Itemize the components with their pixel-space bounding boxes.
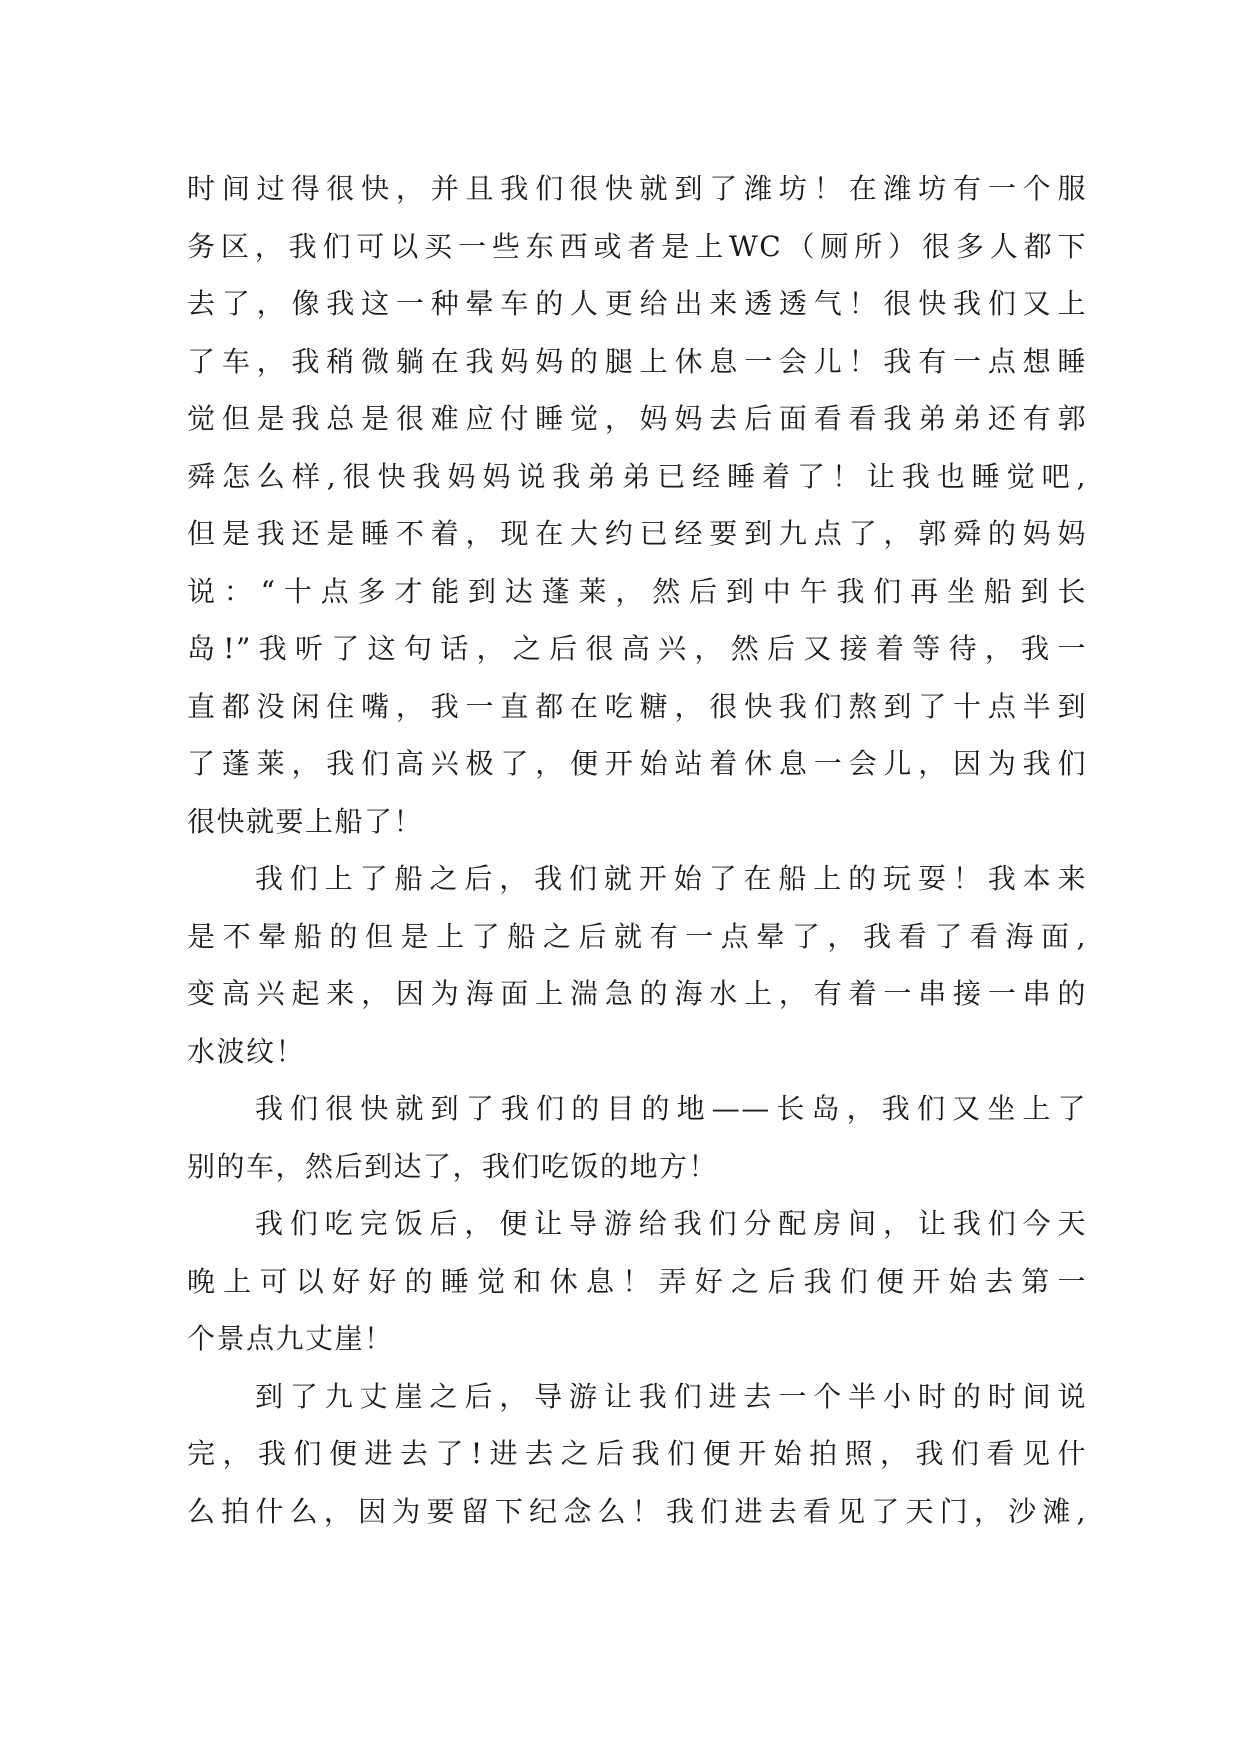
text-line: 是不晕船的但是上了船之后就有一点晕了，我看了看海面, (187, 919, 1087, 953)
text-line: 直都没闲住嘴，我一直都在吃糖，很快我们熬到了十点半到 (187, 689, 1087, 723)
text-line: 岛!”我听了这句话，之后很高兴，然后又接着等待，我一 (187, 632, 1087, 665)
text-line: 我们很快就到了我们的目的地——长岛，我们又坐上了 (255, 1092, 1087, 1125)
text-line: 别的车，然后到达了，我们吃饭的地方！ (187, 1149, 719, 1183)
text-line: 完，我们便进去了!进去之后我们便开始拍照，我们看见什 (187, 1437, 1087, 1470)
text-line: 变高兴起来，因为海面上湍急的海水上，有着一串接一串的 (187, 977, 1087, 1010)
text-line: 水波纹！ (187, 1034, 306, 1068)
text-line: 很快就要上船了！ (187, 804, 424, 838)
body-text (187, 160, 1087, 1540)
text-line: 么拍什么，因为要留下纪念么！我们进去看见了天门，沙滩, (187, 1494, 1087, 1528)
text-line: 了蓬莱，我们高兴极了，便开始站着休息一会儿，因为我们 (187, 747, 1087, 780)
text-line: 了车，我稍微躺在我妈妈的腿上休息一会儿！我有一点想睡 (187, 344, 1087, 378)
text-line: 时间过得很快，并且我们很快就到了潍坊！在潍坊有一个服 (187, 172, 1087, 205)
text-line: 我们吃完饭后，便让导游给我们分配房间，让我们今天 (255, 1207, 1087, 1240)
text-line: 但是我还是睡不着，现在大约已经要到九点了，郭舜的妈妈 (187, 517, 1087, 550)
text-line: 个景点九丈崖！ (187, 1322, 394, 1355)
text-line: 务区，我们可以买一些东西或者是上WC（厕所）很多人都下 (187, 229, 1087, 263)
text-line: 说：“十点多才能到达蓬莱，然后到中午我们再坐船到长 (187, 574, 1087, 608)
text-line: 去了，像我这一种晕车的人更给出来透透气！很快我们又上 (187, 287, 1087, 320)
text-line: 舜怎么样,很快我妈妈说我弟弟已经睡着了！让我也睡觉吧, (187, 459, 1087, 493)
text-line: 觉但是我总是很难应付睡觉，妈妈去后面看看我弟弟还有郭 (187, 402, 1087, 435)
text-line: 到了九丈崖之后，导游让我们进去一个半小时的时间说 (255, 1379, 1087, 1413)
text-line: 我们上了船之后，我们就开始了在船上的玩耍！我本来 (255, 862, 1087, 895)
text-line: 晚上可以好好的睡觉和休息！弄好之后我们便开始去第一 (187, 1264, 1087, 1298)
